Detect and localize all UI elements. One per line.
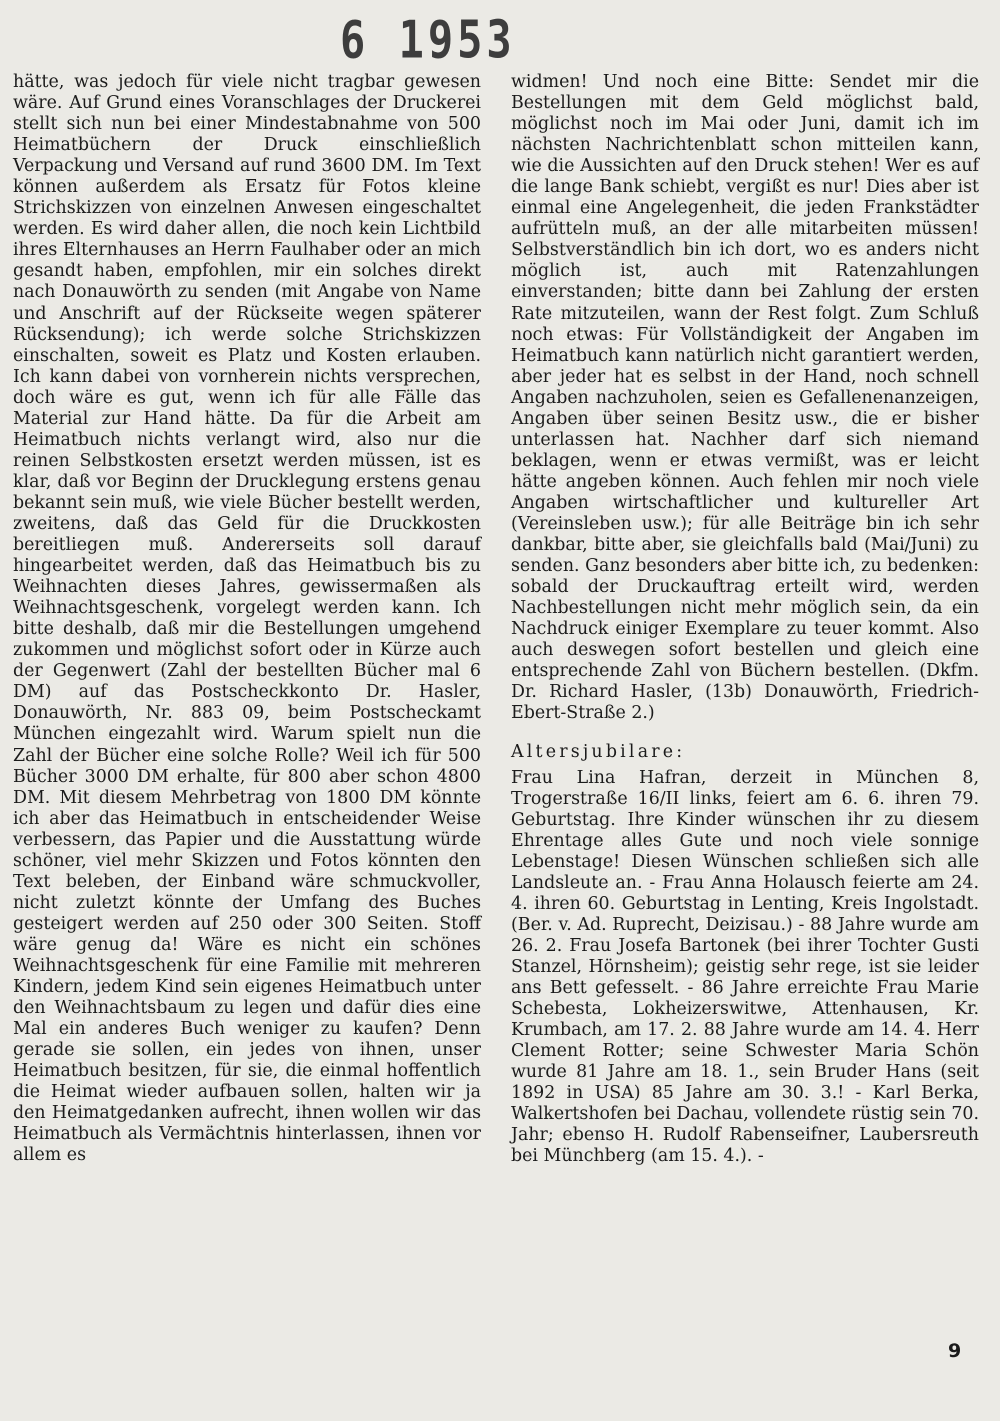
- body-paragraph: hätte, was jedoch für viele nicht tragbar gewesen wäre. Auf Grund eines Voranschlages der Druckerei stellt sich nun bei einer Mindestabnahme von 500 Heimatbüchern der Druck einschließlich Verpackung und Versand auf rund 3600 DM. Im Text können außerdem als Ersatz für Fotos kleine Strichskizzen von einzelnen Anwesen eingeschaltet werden. Es wird daher allen, die noch kein Lichtbild ihres Elternhauses an Herrn Faulhaber oder an mich gesandt haben, empfohlen, mir ein solches direkt nach Donauwörth zu senden (mit Angabe von Name und Anschrift auf der Rückseite wegen späterer Rücksendung); ich werde solche Strichskizzen einschalten, soweit es Platz und Kosten erlauben. Ich kann dabei von vornherein nichts versprechen, doch wäre es gut, wenn ich für alle Fälle das Material zur Hand hätte. Da für die Arbeit am Heimatbuch nichts verlangt wird, also nur die reinen Selbstkosten ersetzt werden müssen, ist es klar, daß vor Beginn der Drucklegung erstens genau bekannt sein muß, wie viele Bücher bestellt werden, zweitens, daß das Geld für die Druckkosten bereitliegen muß. Andererseits soll darauf hingearbeitet werden, daß das Heimatbuch bis zu Weihnachten dieses Jahres, gewissermaßen als Weihnachtsgeschenk, vorgelegt werden kann. Ich bitte deshalb, daß mir die Bestellungen umgehend zukommen und möglichst sofort oder in Kürze auch der Gegenwert (Zahl der bestellten Bücher mal 6 DM) auf das Postscheckkonto Dr. Hasler, Donauwörth, Nr. 883 09, beim Postscheckamt München eingezahlt wird. Warum spielt nun die Zahl der Bücher eine solche Rolle? Weil ich für 500 Bücher 3000 DM erhalte, für 800 aber schon 4800 DM. Mit diesem Mehrbetrag von 1800 DM könnte ich aber das Heimatbuch in entscheidender Weise verbessern, das Papier und die Ausstattung würde schöner, viel mehr Skizzen und Fotos könnten den Text beleben, der Einband wäre schmuckvoller, nicht zuletzt könnte der Umfang des Buches gesteigert werden auf 250 oder 300 Seiten. Stoff wäre genug da! Wäre es nicht ein schönes Weihnachtsgeschenk für eine Familie mit mehreren Kindern, jedem Kind sein eigenes Heimatbuch unter den Weihnachtsbaum zu legen und dafür dies eine Mal ein anderes Buch weniger zu kaufen? Denn gerade sie sollen, ein jedes von ihnen, unser Heimatbuch besitzen, für sie, die einmal hoffentlich die Heimat wieder aufbauen sollen, halten wir ja den Heimatgedanken aufrecht, ihnen wollen wir das Heimatbuch als Vermächtnis hinterlassen, ihnen vor allem es: [13, 72, 481, 1166]
- issue-stamp: 6 1953: [340, 10, 516, 70]
- section-heading: Altersjubilare:: [511, 742, 686, 763]
- page-number: 9: [948, 1340, 962, 1362]
- left-column: [13, 72, 481, 1166]
- birthday-paragraph: Frau Lina Hafran, derzeit in München 8, Trogerstraße 16/II links, feiert am 6. 6. ihren 79. Geburtstag. Ihre Kinder wünschen ihr zu diesem Ehrentage alles Gute und noch viele sonnige Lebenstage! Diesen Wünschen schließen sich alle Landsleute an. - Frau Anna Holausch feierte am 24. 4. ihren 60. Geburtstag in Lenting, Kreis Ingolstadt. (Ber. v. Ad. Ruprecht, Deizisau.) - 88 Jahre wurde am 26. 2. Frau Josefa Bartonek (bei ihrer Tochter Gusti Stanzel, Hörnsheim); geistig sehr rege, ist sie leider ans Bett gefesselt. - 86 Jahre erreichte Frau Marie Schebesta, Lokheizerswitwe, Attenhausen, Kr. Krumbach, am 17. 2. 88 Jahre wurde am 14. 4. Herr Clement Rotter; seine Schwester Maria Schön wurde 81 Jahre am 18. 1., sein Bruder Hans (seit 1892 in USA) 85 Jahre am 30. 3.! - Karl Berka, Walkertshofen bei Dachau, vollendete rüstig sein 70. Jahr; ebenso H. Rudolf Rabenseifner, Laubersreuth bei Münchberg (am 15. 4.). -: [511, 767, 979, 1167]
- right-column: [511, 72, 979, 1167]
- body-paragraph: widmen! Und noch eine Bitte: Sendet mir die Bestellungen mit dem Geld möglichst bald, möglichst noch im Mai oder Juni, damit ich im nächsten Nachrichtenblatt schon mitteilen kann, wie die Aussichten auf den Druck stehen! Wer es auf die lange Bank schiebt, vergißt es nur! Dies aber ist einmal eine Angelegenheit, die jeden Frankstädter aufrütteln muß, an der alle mitarbeiten müssen! Selbstverständlich bin ich dort, wo es anders nicht möglich ist, auch mit Ratenzahlungen einverstanden; bitte dann bei Zahlung der ersten Rate mitzuteilen, wann der Rest folgt. Zum Schluß noch etwas: Für Vollständigkeit der Angaben im Heimatbuch kann natürlich nicht garantiert werden, aber jeder hat es selbst in der Hand, noch schnell Angaben nachzuholen, seien es Gefallenenanzeigen, Angaben über seinen Besitz usw., die er bisher unterlassen hat. Nachher darf sich niemand beklagen, wenn er etwas vermißt, was er leicht hätte angeben können. Auch fehlen mir noch viele Angaben wirtschaftlicher und kultureller Art (Vereinsleben usw.); für alle Beiträge bin ich sehr dankbar, bitte aber, sie gleichfalls bald (Mai/Juni) zu senden. Ganz besonders aber bitte ich, zu bedenken: sobald der Druckauftrag erteilt wird, werden Nachbestellungen nicht mehr möglich sein, da ein Nachdruck einiger Exemplare zu teuer kommt. Also auch deswegen sofort bestellen und gleich eine entsprechende Zahl von Büchern bestellen. (Dkfm. Dr. Richard Hasler, (13b) Donauwörth, Friedrich-Ebert-Straße 2.): [511, 72, 979, 724]
